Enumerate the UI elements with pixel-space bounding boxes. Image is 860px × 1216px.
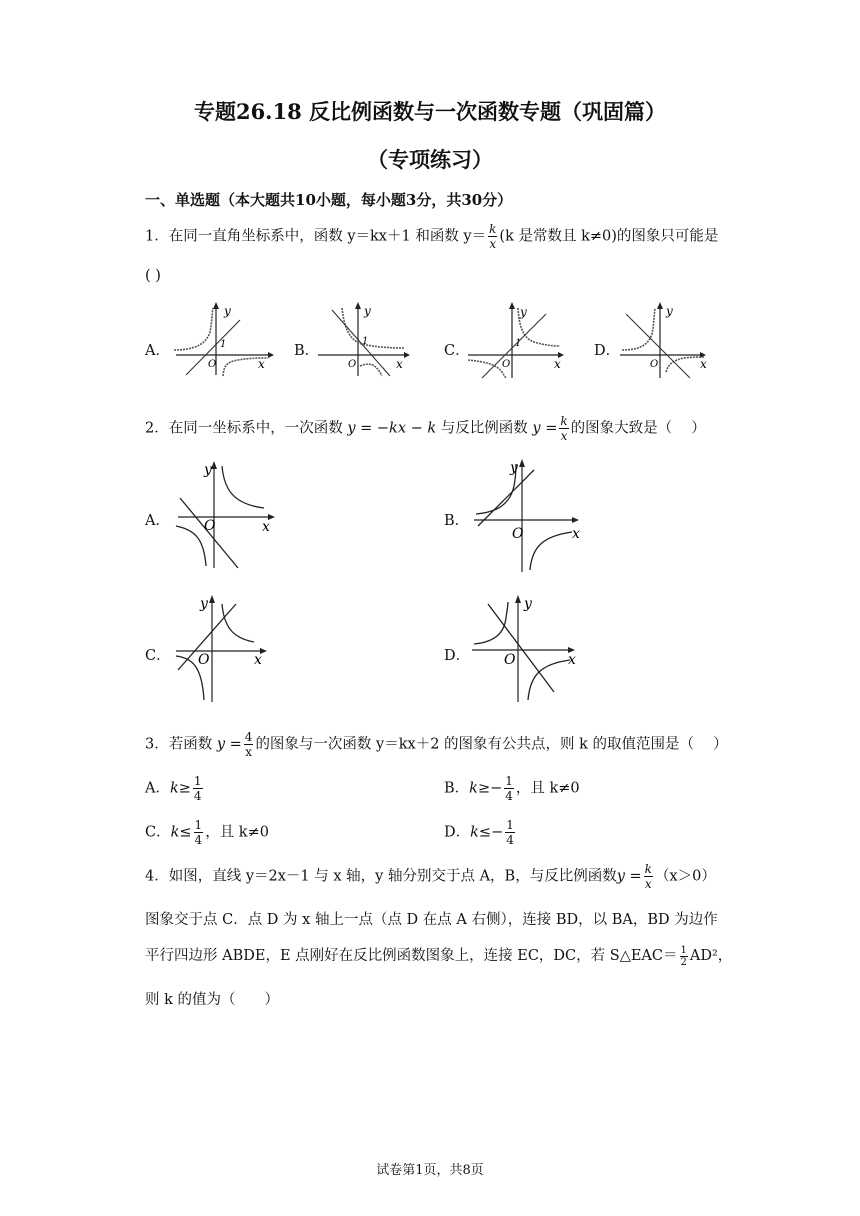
- q2-option-b-label: B．: [444, 513, 470, 529]
- q1c-one-label: 1: [515, 338, 522, 349]
- q1c-x-label: x: [554, 357, 561, 371]
- q1a-x-label: x: [258, 357, 265, 371]
- q2d-y-label: y: [524, 596, 532, 612]
- q1a-one-label: 1: [220, 339, 227, 350]
- q1b-x-label: x: [396, 357, 403, 371]
- q2a-origin-label: O: [204, 518, 216, 534]
- q1-graph-d: [614, 300, 714, 380]
- q1-option-b-label: B．: [294, 343, 320, 359]
- q1-option-c-label: C．: [444, 343, 470, 359]
- q1d-x-label: x: [700, 357, 707, 371]
- q1-graph-c: [462, 300, 574, 380]
- q1b-origin-label: O: [348, 359, 357, 370]
- q1b-y-label: y: [364, 304, 371, 318]
- question-3-text: 3．若函数 y = $\frac{4}{x}$ 的图象与一次函数 y＝kx＋2 的图象有公共点，则 k 的取值范围是（ ）: [145, 730, 728, 759]
- q1-option-d-label: D．: [594, 343, 621, 359]
- q2d-x-label: x: [568, 652, 576, 668]
- q2-graph-b: [468, 456, 588, 576]
- q2-option-c-label: C．: [145, 648, 171, 664]
- q1c-origin-label: O: [502, 359, 511, 370]
- q2a-x-label: x: [262, 519, 270, 535]
- q1-graph-b: [312, 300, 422, 380]
- question-4-line4: 则 k 的值为（ ）: [145, 992, 280, 1008]
- q3-option-b: B．k≥− $\frac{1}{4}$ ，且 k≠0: [444, 774, 580, 803]
- q2b-x-label: x: [572, 526, 580, 542]
- q2d-origin-label: O: [504, 652, 516, 668]
- q3-option-d: D．k≤− $\frac{1}{4}$: [444, 818, 514, 847]
- q1d-y-label: y: [666, 304, 673, 318]
- q2c-y-label: y: [200, 596, 208, 612]
- q2-graph-d: [466, 592, 586, 707]
- q2-graph-c: [170, 592, 290, 707]
- section-heading: 一、单选题（本大题共10小题，每小题3分，共30分）: [145, 191, 513, 209]
- question-4-line3: 平行四边形 ABDE，E 点刚好在反比例函数图象上，连接 EC，DC，若 S△EAC＝ $\frac{1}{2}$ AD²，: [145, 944, 733, 968]
- question-2-text: 2．在同一坐标系中，一次函数 y = −kx − k 与反比例函数 y = $\frac{k}{x}$ 的图象大致是（ ）: [145, 414, 706, 443]
- q2-graph-a: [170, 458, 290, 573]
- q1b-one-label: 1: [362, 336, 369, 347]
- q2a-y-label: y: [204, 462, 212, 478]
- q2b-origin-label: O: [512, 526, 524, 542]
- question-4-line1: 4．如图，直线 y＝2x－1 与 x 轴，y 轴分别交于点 A，B，与反比例函数y = $\frac{k}{x}$ （x＞0）: [145, 862, 716, 891]
- q2b-y-label: y: [510, 460, 518, 476]
- q2c-origin-label: O: [198, 652, 210, 668]
- question-1-line2: ( ): [145, 268, 161, 284]
- q2-option-d-label: D．: [444, 648, 471, 664]
- q1c-y-label: y: [520, 305, 527, 319]
- q3-option-c: C．k≤ $\frac{1}{4}$ ，且 k≠0: [145, 818, 269, 847]
- question-4-line2: 图象交于点 C．点 D 为 x 轴上一点（点 D 在点 A 右侧），连接 BD，以 BA，BD 为边作: [145, 912, 718, 928]
- q1d-origin-label: O: [650, 359, 659, 370]
- q1a-y-label: y: [224, 304, 231, 318]
- q2-option-a-label: A．: [145, 513, 170, 529]
- question-1-line1: 1．在同一直角坐标系中，函数 y＝kx＋1 和函数 y＝ $\frac{k}{x}$ (k 是常数且 k≠0)的图象只可能是: [145, 222, 719, 251]
- q2c-x-label: x: [254, 652, 262, 668]
- q1-option-a-label: A．: [145, 343, 170, 359]
- page-footer: 试卷第1页，共8页: [376, 1163, 484, 1178]
- q1-graph-a: [168, 300, 278, 380]
- q1a-origin-label: O: [208, 359, 217, 370]
- q3-option-a: A．k≥ $\frac{1}{4}$: [145, 774, 202, 803]
- page-subtitle: （专项练习）: [367, 147, 493, 172]
- page-title: 专题26.18 反比例函数与一次函数专题（巩固篇）: [193, 99, 667, 124]
